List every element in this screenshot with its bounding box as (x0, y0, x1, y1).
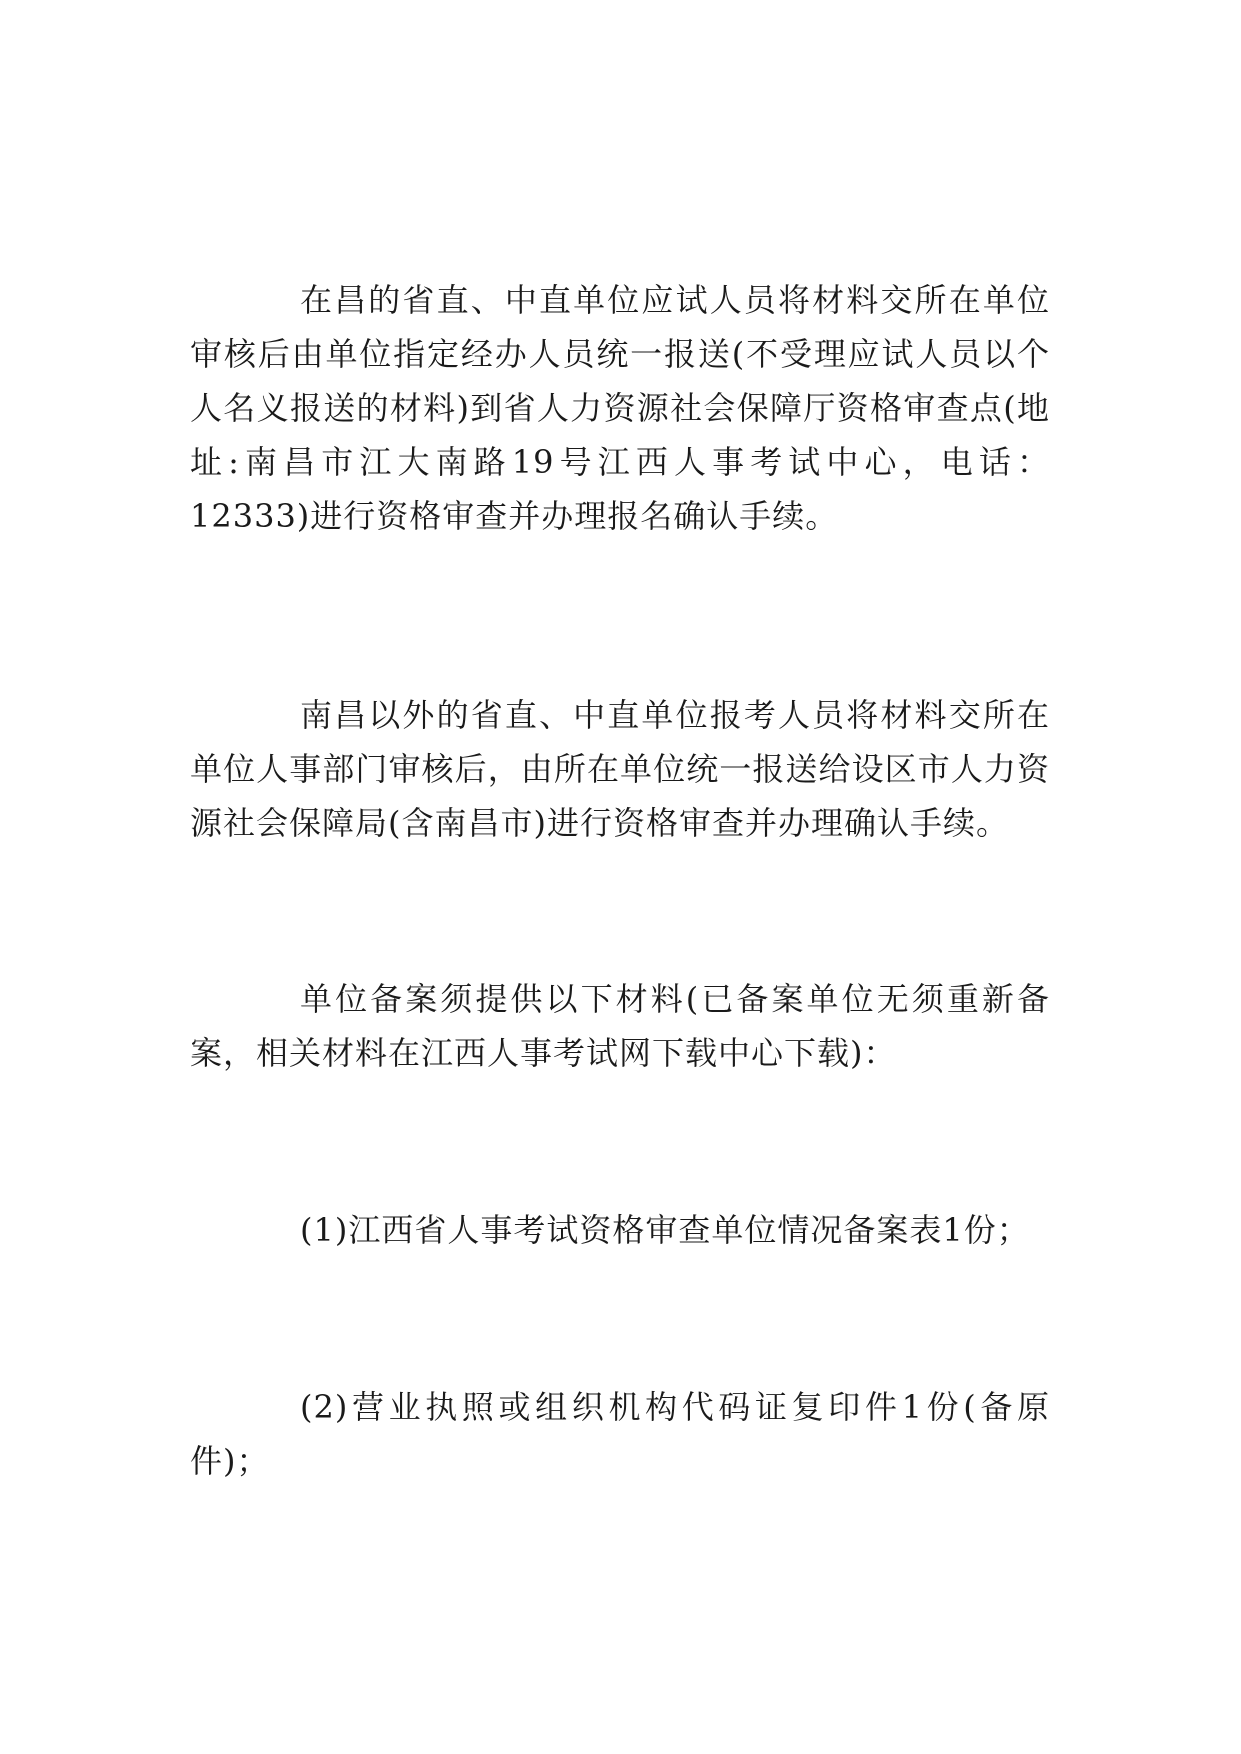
list-item-business-license: (2)营业执照或组织机构代码证复印件1份(备原件)； (190, 1388, 1050, 1480)
paragraph-filing-materials: 单位备案须提供以下材料(已备案单位无须重新备案，相关材料在江西人事考试网下载中心下载)： (190, 980, 1050, 1072)
paragraph-submission-nanchang: 在昌的省直、中直单位应试人员将材料交所在单位审核后由单位指定经办人员统一报送(不受理应试人员以个人名义报送的材料)到省人力资源社会保障厅资格审查点(地址:南昌市江大南路19号江西人事考试中心，电话：12333)进行资格审查并办理报名确认手续。 (190, 281, 1050, 535)
list-item-filing-form: (1)江西省人事考试资格审查单位情况备案表1份； (300, 1211, 1030, 1249)
paragraph-submission-outside-nanchang: 南昌以外的省直、中直单位报考人员将材料交所在单位人事部门审核后，由所在单位统一报送给设区市人力资源社会保障局(含南昌市)进行资格审查并办理确认手续。 (190, 696, 1050, 842)
